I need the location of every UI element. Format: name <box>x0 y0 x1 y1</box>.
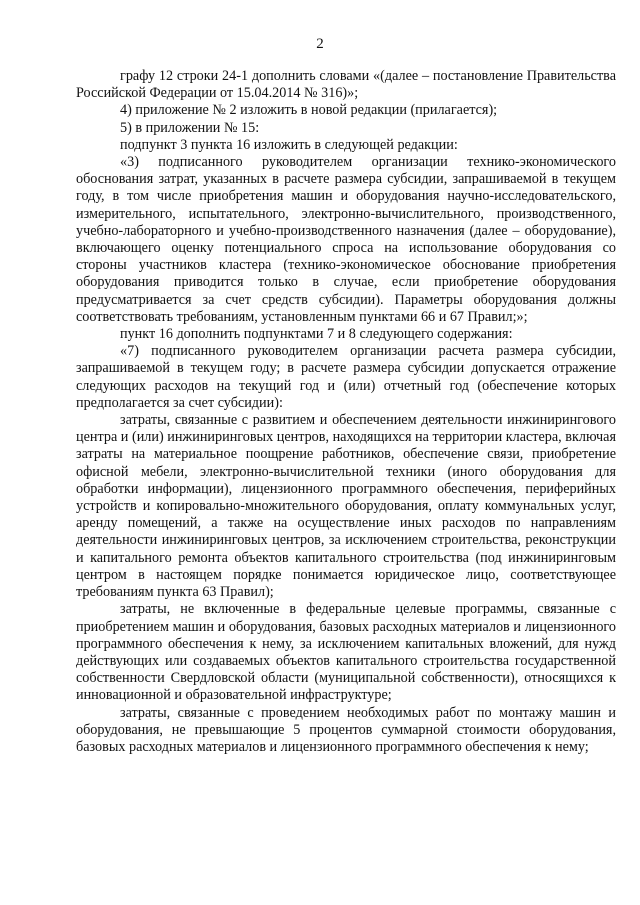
paragraph-2: 4) приложение № 2 изложить в новой редакции (прилагается); <box>120 102 498 119</box>
paragraph-9: затраты, не включенные в федеральные целевые программы, связанные с приобретением машин и оборудования, базовых расходных материалов и лицензионного программного обеспечения к нему, за исключением капитальных вложений, для нужд действующих или создаваемых объектов капитального строительства государственной собственности Свердловской области (муниципальной собственности), относящихся к инновационной и образовательной инфраструктуре; <box>76 601 616 704</box>
paragraph-7: «7) подписанного руководителем организации расчета размера субсидии, запрашиваемой в текущем году; в расчете размера субсидии допускается отражение следующих расходов на текущий год и (или) отчетный год (обеспечение которых предполагается за счет субсидии): <box>76 343 616 411</box>
paragraph-5: «3) подписанного руководителем организации технико-экономического обоснования затрат, указанных в расчете размера субсидии, запрашиваемой в текущем году, в том числе приобретения машин и оборудования научно-исследовательского, измерительного, испытательного, электронно-вычислительного, производственного, учебно-лабораторного и учебно-производственного назначения (далее – оборудование), включающего оценку потенциального спроса на использование оборудования со стороны участников кластера (технико-экономическое обоснование приобретения оборудования приводится только в случае, если приобретение оборудования предусматривается за счет средств субсидии). Параметры оборудования должны соответствовать требованиям, установленным пунктами 66 и 67 Правил;»; <box>76 154 616 325</box>
page-number: 2 <box>316 36 324 52</box>
paragraph-6: пункт 16 дополнить подпунктами 7 и 8 следующего содержания: <box>120 326 513 343</box>
paragraph-1: графу 12 строки 24-1 дополнить словами «(далее – постановление Правительства Российской Федерации от 15.04.2014 № 316)»; <box>76 68 616 102</box>
paragraph-3: 5) в приложении № 15: <box>120 119 260 136</box>
paragraph-8: затраты, связанные с развитием и обеспечением деятельности инжинирингового центра и (или) инжиниринговых центров, находящихся на территории кластера, включая затраты на материальное поощрение работников, обеспечение связи, приобретение офисной мебели, электронно-вычислительной техники (иного оборудования для обработки информации), лицензионного программного обеспечения, периферийных устройств и копировально-множительного оборудования, оплату коммунальных услуг, аренду помещений, а также на осуществление иных расходов по направлениям деятельности инжиниринговых центров, за исключением строительства, реконструкции и капитального ремонта объектов капитального строительства (под инжиниринговым центром в настоящем порядке понимается юридическое лицо, соответствующее требованиям пункта 63 Правил); <box>76 412 616 601</box>
document-body <box>76 68 616 756</box>
paragraph-4: подпункт 3 пункта 16 изложить в следующей редакции: <box>120 136 458 153</box>
paragraph-10: затраты, связанные с проведением необходимых работ по монтажу машин и оборудования, не превышающие 5 процентов суммарной стоимости оборудования, базовых расходных материалов и лицензионного программного обеспечения к нему; <box>76 704 616 755</box>
